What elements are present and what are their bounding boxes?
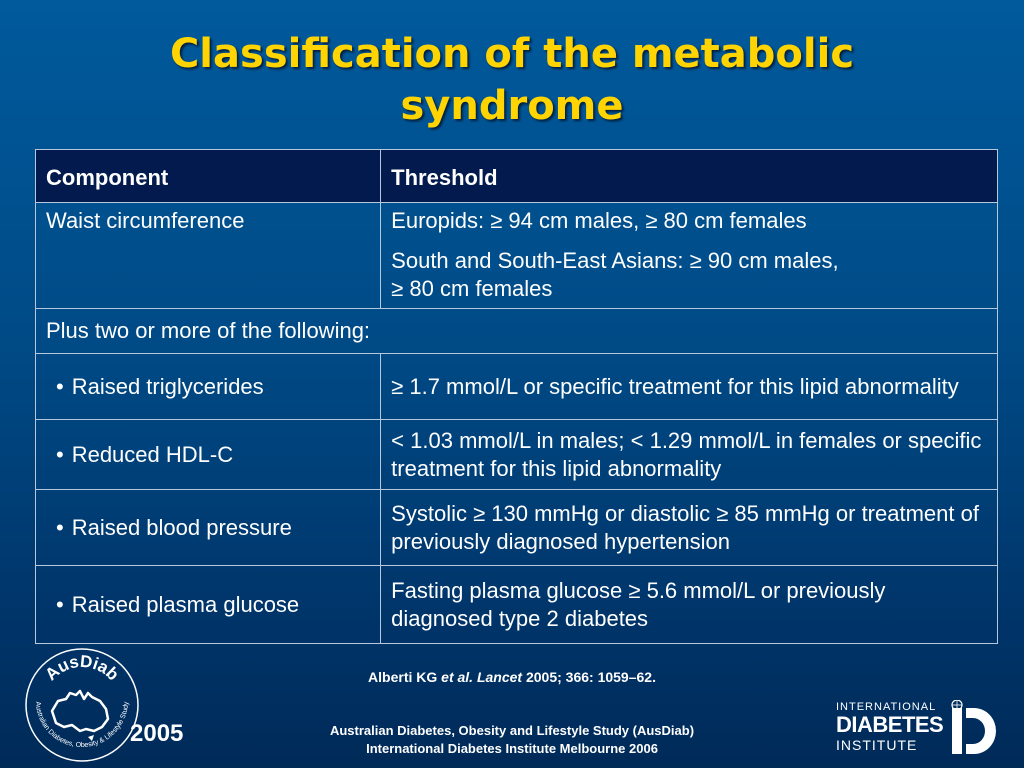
ref-journal: Lancet [476,669,523,685]
row-threshold: Systolic ≥ 130 mmHg or diastolic ≥ 85 mmHg or treatment of previously diagnosed hypertension [381,490,998,566]
row-component [36,490,381,566]
idi-line-2: DIABETES [836,712,944,737]
table-row [36,420,998,490]
ref-author: Alberti KG [368,669,438,685]
component-label: • Raised plasma glucose [56,592,299,617]
australia-map-icon [52,691,108,731]
title-line-1: Classification of the metabolic [169,31,855,77]
table-row [36,490,998,566]
slide-title [0,28,1024,132]
year-label: 2005 [130,720,184,747]
title-line-2: syndrome [400,83,624,129]
idi-line-3: INSTITUTE [836,737,918,753]
waist-threshold-asians-b: ≥ 80 cm females [391,276,553,301]
study-line-1: Australian Diabetes, Obesity and Lifestyle Study (AusDiab) [329,723,695,738]
header-component: Component [36,150,381,203]
classification-table [35,149,998,644]
waist-threshold-asians-a: South and South-East Asians: ≥ 90 cm males, [391,248,839,273]
idi-line-1: INTERNATIONAL [836,701,937,713]
row-threshold: Fasting plasma glucose ≥ 5.6 mmol/L or previously diagnosed type 2 diabetes [381,566,998,644]
table-row [36,566,998,644]
ausdiab-sub-text: Australian Diabetes, Obesity & Lifestyle Study [33,701,131,750]
ausdiab-name-text: AusDiab [41,651,123,685]
component-label: • Reduced HDL-C [56,442,233,467]
component-label: • Raised blood pressure [56,515,292,540]
ref-citation: 2005; 366: 1059–62. [525,669,656,685]
study-line-2: International Diabetes Institute Melbourne 2006 [366,741,658,756]
reference-citation [0,669,1024,685]
header-threshold: Threshold [381,150,998,203]
ref-etal: et al. [441,669,474,685]
row-threshold: < 1.03 mmol/L in males; < 1.29 mmol/L in females or specific treatment for this lipid abnormality [381,420,998,490]
plus-two-text: Plus two or more of the following: [36,309,998,354]
row-threshold: ≥ 1.7 mmol/L or specific treatment for this lipid abnormality [381,354,998,420]
idi-logo [836,700,1001,758]
waist-component: Waist circumference [36,203,381,309]
table-row-plus [36,309,998,354]
row-component [36,354,381,420]
idi-emblem-icon [950,700,1000,756]
component-label: • Raised triglycerides [56,374,264,399]
waist-threshold-europids: Europids: ≥ 94 cm males, ≥ 80 cm females [391,208,807,233]
ausdiab-logo [22,645,142,765]
table-header-row [36,150,998,203]
row-component [36,566,381,644]
table-row [36,354,998,420]
waist-threshold [381,203,998,309]
tasmania-icon [88,735,94,741]
table-row-waist [36,203,998,309]
idi-wordmark [836,700,948,754]
row-component [36,420,381,490]
